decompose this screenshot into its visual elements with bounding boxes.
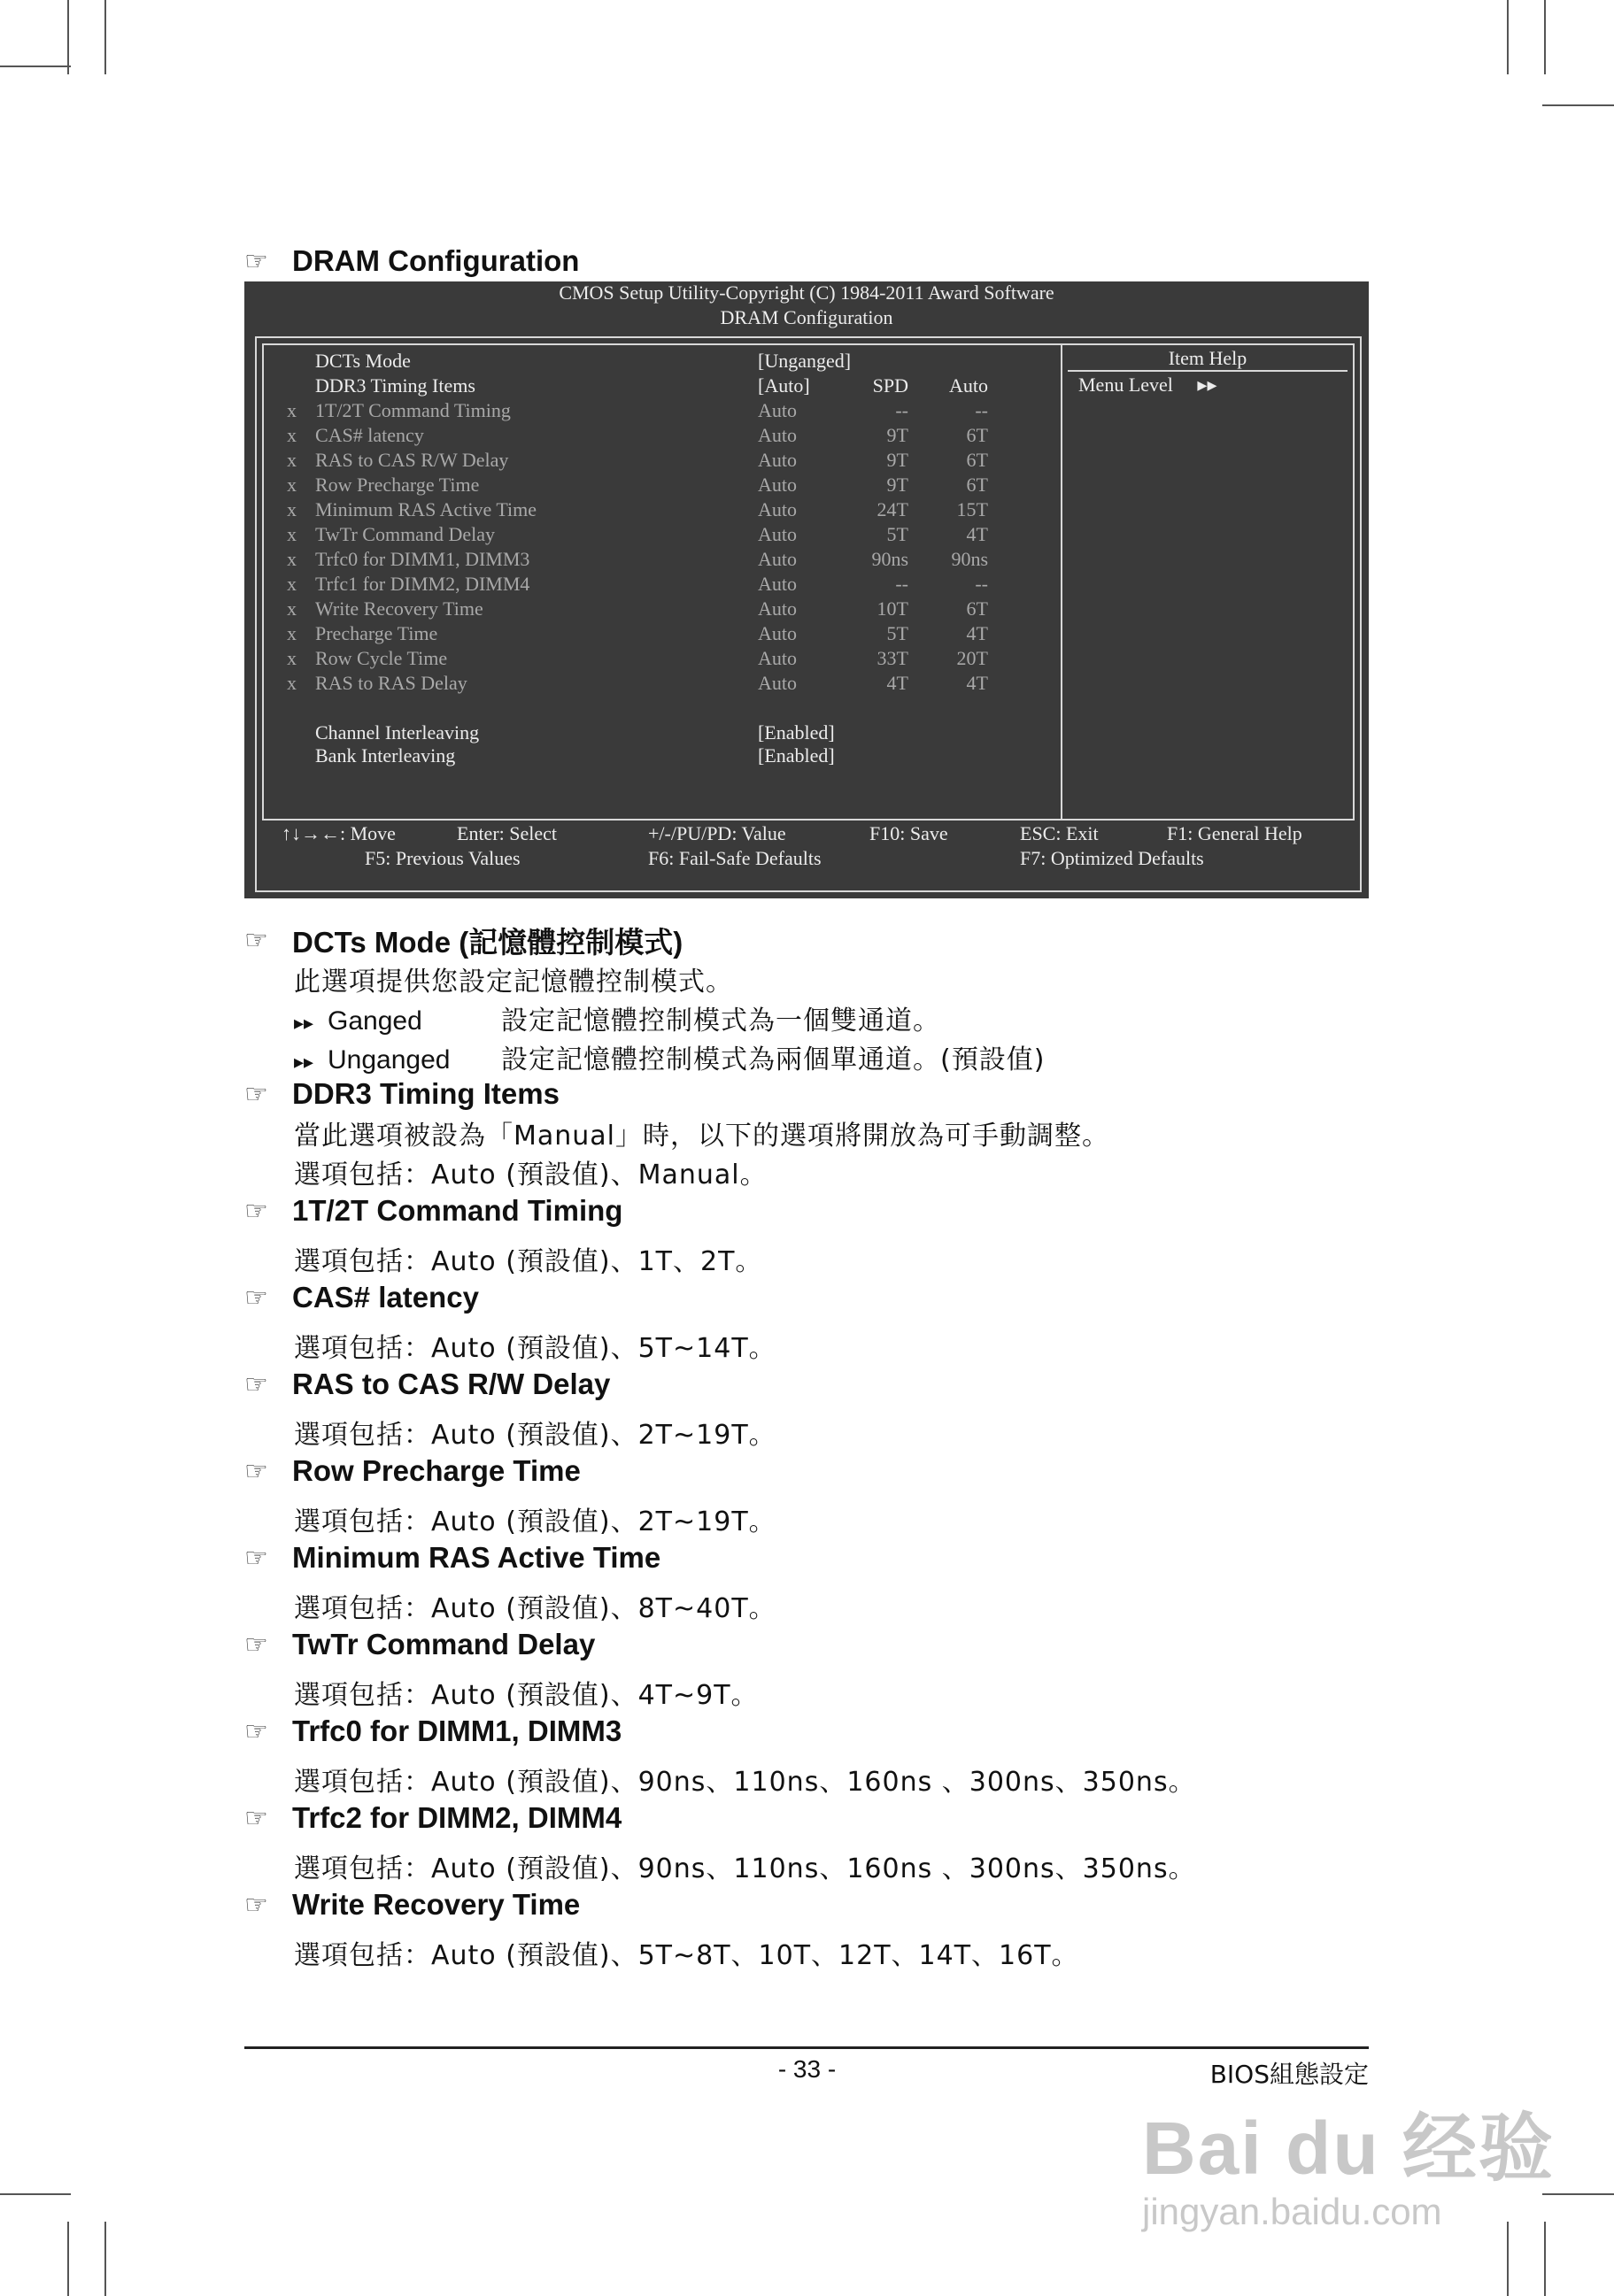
setting-spd: 5T: [886, 523, 908, 545]
setting-value: [Unganged]: [758, 350, 852, 372]
setting-spd: 9T: [886, 449, 908, 471]
double-arrow-icon: ▸▸: [294, 1051, 314, 1073]
setting-name: 1T/2T Command Timing: [315, 399, 511, 421]
setting-name: DCTs Mode: [315, 350, 411, 372]
menu-level-label: Menu Level: [1078, 374, 1173, 396]
key-move: ↑↓→←: Move: [282, 822, 396, 844]
setting-spd: 4T: [886, 672, 908, 694]
chapter-label: BIOS組態設定: [1209, 2060, 1369, 2089]
section-options: 選項包括：Auto (預設值)、2T~19T。: [294, 1506, 776, 1537]
bios-setting-row[interactable]: [264, 473, 1043, 497]
disabled-marker: x: [287, 672, 297, 694]
watermark-logo: Bai du 经验: [1142, 2107, 1556, 2190]
footer-rule: [244, 2046, 1369, 2049]
disabled-marker: x: [287, 498, 297, 520]
setting-auto: --: [975, 573, 988, 595]
section-title: Row Precharge Time: [292, 1454, 581, 1487]
key-exit: ESC: Exit: [1020, 822, 1099, 844]
disabled-marker: x: [287, 523, 297, 545]
crop-mark: [104, 2222, 106, 2296]
section-heading: [244, 1540, 660, 1576]
pointing-hand-icon: ☞: [244, 925, 268, 955]
bios-setting-row[interactable]: [264, 621, 1043, 646]
setting-spd: --: [895, 573, 908, 595]
disabled-marker: x: [287, 424, 297, 446]
setting-spd: 24T: [877, 498, 908, 520]
bios-screen: [244, 281, 1369, 898]
section-heading: [244, 1076, 560, 1112]
crop-mark: [0, 65, 71, 67]
section-title: DCTs Mode (記憶體控制模式): [292, 925, 683, 959]
setting-value: Auto: [758, 548, 797, 570]
setting-auto: 20T: [956, 647, 988, 669]
setting-value: Auto: [758, 597, 797, 620]
section-title: 1T/2T Command Timing: [292, 1194, 623, 1227]
setting-spd: 10T: [877, 597, 908, 620]
section-options: 選項包括：Auto (預設值)、1T、2T。: [294, 1246, 763, 1277]
setting-spd: 90ns: [871, 548, 908, 570]
section-title: CAS# latency: [292, 1281, 479, 1314]
setting-auto: 6T: [966, 449, 988, 471]
crop-mark: [1542, 104, 1614, 106]
setting-value: Auto: [758, 622, 797, 644]
bios-title: CMOS Setup Utility-Copyright (C) 1984-2011 Award Software: [559, 281, 1054, 304]
section-heading: [244, 1367, 610, 1402]
section-desc: 此選項提供您設定記憶體控制模式。: [294, 967, 733, 998]
setting-name: Trfc1 for DIMM2, DIMM4: [315, 573, 530, 595]
setting-auto: 15T: [956, 498, 988, 520]
section-heading: [244, 1193, 622, 1229]
setting-value: Auto: [758, 647, 797, 669]
page-title: DRAM Configuration: [292, 244, 580, 277]
pointing-hand-icon: ☞: [244, 1283, 268, 1313]
pointing-hand-icon: ☞: [244, 1369, 268, 1399]
section-heading: [244, 1714, 622, 1749]
section-heading: [244, 1887, 580, 1922]
setting-auto: 4T: [966, 622, 988, 644]
setting-value: [Auto]: [758, 374, 810, 397]
key-previous: F5: Previous Values: [365, 847, 521, 869]
setting-name: Row Cycle Time: [315, 647, 448, 669]
bios-setting-row[interactable]: [264, 423, 1043, 448]
pointing-hand-icon: ☞: [244, 1456, 268, 1486]
crop-mark: [104, 0, 106, 74]
setting-name: Channel Interleaving: [315, 721, 480, 744]
pointing-hand-icon: ☞: [244, 1196, 268, 1226]
crop-mark: [67, 2222, 69, 2296]
bios-setting-row[interactable]: [264, 497, 1043, 522]
bios-setting-row[interactable]: [264, 374, 1043, 398]
setting-value: Auto: [758, 573, 797, 595]
crop-mark: [0, 2193, 71, 2195]
watermark-url: jingyan.baidu.com: [1142, 2191, 1442, 2232]
menu-level-arrows-icon: ▸▸: [1197, 374, 1217, 396]
bios-setting-row[interactable]: [264, 671, 1043, 696]
bios-setting-row[interactable]: [264, 597, 1043, 621]
setting-auto: --: [975, 399, 988, 421]
bios-key-legend: [257, 819, 1360, 881]
setting-auto: 4T: [966, 523, 988, 545]
setting-name: RAS to RAS Delay: [315, 672, 467, 694]
option-desc: 設定記憶體控制模式為一個雙通道。: [501, 1005, 940, 1036]
setting-spd: 9T: [886, 424, 908, 446]
bios-setting-row[interactable]: [264, 547, 1043, 572]
bios-outer-frame: [255, 336, 1362, 892]
option-row: [294, 1037, 1045, 1076]
section-title: Trfc2 for DIMM2, DIMM4: [292, 1801, 622, 1834]
option-desc: 設定記憶體控制模式為兩個單通道。(預設值): [501, 1044, 1046, 1075]
setting-auto: Auto: [949, 374, 988, 397]
crop-mark: [1544, 0, 1546, 74]
disabled-marker: x: [287, 449, 297, 471]
key-select: Enter: Select: [457, 822, 558, 844]
disabled-marker: x: [287, 647, 297, 669]
section-heading: [244, 1800, 622, 1836]
setting-spd: SPD: [872, 374, 908, 397]
setting-value: Auto: [758, 474, 797, 496]
section-desc: 當此選項被設為「Manual」時，以下的選項將開放為可手動調整。: [294, 1121, 1110, 1152]
section-options: 選項包括：Auto (預設值)、5T~8T、10T、12T、14T、16T。: [294, 1940, 1079, 1971]
bios-setting-row[interactable]: [264, 522, 1043, 547]
disabled-marker: x: [287, 622, 297, 644]
bios-setting-row[interactable]: [264, 448, 1043, 473]
page-number: - 33 -: [777, 2055, 837, 2083]
section-title: DDR3 Timing Items: [292, 1077, 560, 1110]
section-title: Write Recovery Time: [292, 1888, 581, 1921]
setting-value: [Enabled]: [758, 744, 835, 767]
key-value: +/-/PU/PD: Value: [648, 822, 786, 844]
section-options: 選項包括：Auto (預設值)、90ns、110ns、160ns 、300ns、350ns。: [294, 1853, 1196, 1884]
section-options: 選項包括：Auto (預設值)、90ns、110ns、160ns 、300ns、350ns。: [294, 1767, 1196, 1798]
setting-spd: 9T: [886, 474, 908, 496]
section-options: 選項包括：Auto (預設值)、5T~14T。: [294, 1333, 776, 1364]
bios-setting-row[interactable]: [264, 398, 1043, 423]
double-arrow-icon: ▸▸: [294, 1012, 314, 1034]
disabled-marker: x: [287, 399, 297, 421]
bios-setting-row[interactable]: [264, 720, 1043, 745]
disabled-marker: x: [287, 573, 297, 595]
pointing-hand-icon: ☞: [244, 1803, 268, 1833]
bios-setting-row[interactable]: [264, 572, 1043, 597]
section-title: Minimum RAS Active Time: [292, 1541, 661, 1574]
section-heading: [244, 1280, 479, 1315]
key-save: F10: Save: [869, 822, 948, 844]
section-options: 選項包括：Auto (預設值)、2T~19T。: [294, 1420, 776, 1451]
setting-name: Row Precharge Time: [315, 474, 480, 496]
setting-value: Auto: [758, 498, 797, 520]
crop-mark: [1507, 0, 1509, 74]
bios-setting-row[interactable]: [264, 646, 1043, 671]
crop-mark: [67, 0, 69, 74]
pointing-hand-icon: ☞: [244, 1543, 268, 1573]
pointing-hand-icon: ☞: [244, 1890, 268, 1920]
setting-value: Auto: [758, 399, 797, 421]
section-options: 選項包括：Auto (預設值)、4T~9T。: [294, 1680, 759, 1711]
item-help-header: Item Help: [1068, 347, 1348, 372]
pointing-hand-icon: ☞: [244, 1630, 268, 1660]
section-heading: [244, 1627, 595, 1662]
disabled-marker: x: [287, 548, 297, 570]
setting-auto: 6T: [966, 424, 988, 446]
bios-subtitle: DRAM Configuration: [720, 306, 893, 328]
setting-value: Auto: [758, 672, 797, 694]
setting-auto: 6T: [966, 474, 988, 496]
pointing-hand-icon: ☞: [244, 1716, 268, 1746]
key-optimized: F7: Optimized Defaults: [1020, 847, 1204, 869]
setting-spd: 5T: [886, 622, 908, 644]
setting-auto: 90ns: [951, 548, 988, 570]
setting-value: Auto: [758, 523, 797, 545]
baidu-watermark: [1142, 2089, 1555, 2233]
setting-name: Bank Interleaving: [315, 744, 456, 767]
setting-auto: 4T: [966, 672, 988, 694]
setting-name: Trfc0 for DIMM1, DIMM3: [315, 548, 530, 570]
section-title: RAS to CAS R/W Delay: [292, 1368, 611, 1400]
section-heading: [244, 1453, 581, 1489]
section-title: Trfc0 for DIMM1, DIMM3: [292, 1714, 622, 1747]
key-fail-safe: F6: Fail-Safe Defaults: [648, 847, 822, 869]
setting-value: Auto: [758, 424, 797, 446]
setting-spd: 33T: [877, 647, 908, 669]
setting-auto: 6T: [966, 597, 988, 620]
setting-name: TwTr Command Delay: [315, 523, 495, 545]
bios-help-divider: [1061, 345, 1062, 819]
section-options: 選項包括：Auto (預設值)、8T~40T。: [294, 1593, 776, 1624]
menu-level: [1078, 374, 1217, 397]
bios-inner-frame: [262, 343, 1355, 821]
setting-name: Minimum RAS Active Time: [315, 498, 537, 520]
setting-name: DDR3 Timing Items: [315, 374, 475, 397]
setting-value: Auto: [758, 449, 797, 471]
pointing-hand-icon: ☞: [244, 246, 268, 276]
page-heading: [244, 243, 579, 279]
disabled-marker: x: [287, 597, 297, 620]
key-help: F1: General Help: [1167, 822, 1302, 844]
setting-name: Write Recovery Time: [315, 597, 483, 620]
section-options: 選項包括：Auto (預設值)、Manual。: [294, 1160, 768, 1190]
setting-spd: --: [895, 399, 908, 421]
bios-setting-row[interactable]: [264, 744, 1043, 768]
setting-name: CAS# latency: [315, 424, 424, 446]
disabled-marker: x: [287, 474, 297, 496]
setting-name: RAS to CAS R/W Delay: [315, 449, 509, 471]
option-name: Ganged: [328, 1006, 422, 1036]
option-row: [294, 998, 940, 1037]
setting-name: Precharge Time: [315, 622, 438, 644]
pointing-hand-icon: ☞: [244, 1079, 268, 1109]
setting-value: [Enabled]: [758, 721, 835, 744]
section-title: TwTr Command Delay: [292, 1628, 596, 1660]
bios-setting-row[interactable]: [264, 349, 1043, 374]
option-name: Unganged: [328, 1045, 451, 1075]
section-heading: [244, 922, 683, 958]
